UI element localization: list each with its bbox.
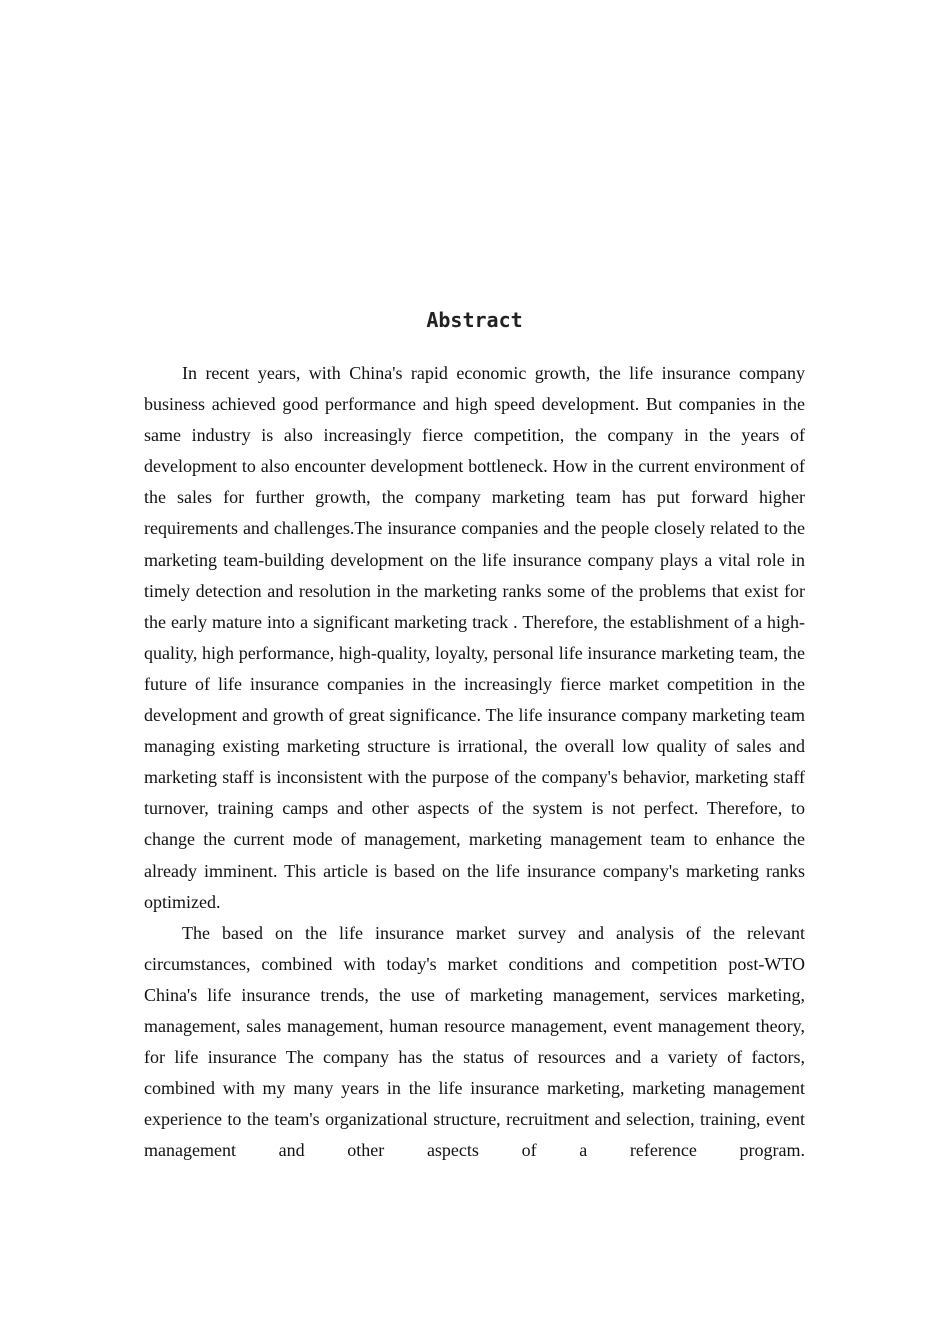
abstract-title: Abstract [426,308,523,332]
abstract-paragraph-2: The based on the life insurance market survey and analysis of the relevant circumstances, combined with today's market conditions and competition post-WTO China's life insurance trends, the use of marketing management, services marketing, management, sales management, human resource management, event management theory, for life insurance The company has the status of resources and a variety of factors, combined with my many years in the life insurance marketing, marketing management experience to the team's organizational structure, recruitment and selection, training, event management and other aspects of a reference program. [144,922,805,1161]
abstract-paragraph-1: In recent years, with China's rapid economic growth, the life insurance company business achieved good performance and high speed development. But companies in the same industry is also increasingly fierce competition, the company in the years of development to also encounter development bottleneck. How in the current environment of the sales for further growth, the company marketing team has put forward higher requirements and challenges.The insurance companies and the people closely related to the marketing team-building development on the life insurance company plays a vital role in timely detection and resolution in the marketing ranks some of the problems that exist for the early mature into a significant marketing track . Therefore, the establishment of a high-quality, high performance, high-quality, loyalty, personal life insurance marketing team, the future of life insurance companies in the increasingly fierce market competition in the development and growth of great significance. The life insurance company marketing team managing existing marketing structure is irrational, the overall low quality of sales and marketing staff is inconsistent with the purpose of the company's behavior, marketing staff turnover, training camps and other aspects of the system is not perfect. Therefore, to change the current mode of management, marketing management team to enhance the already imminent. This article is based on the life insurance company's marketing ranks optimized. [144,363,805,912]
abstract-section [144,304,805,1166]
